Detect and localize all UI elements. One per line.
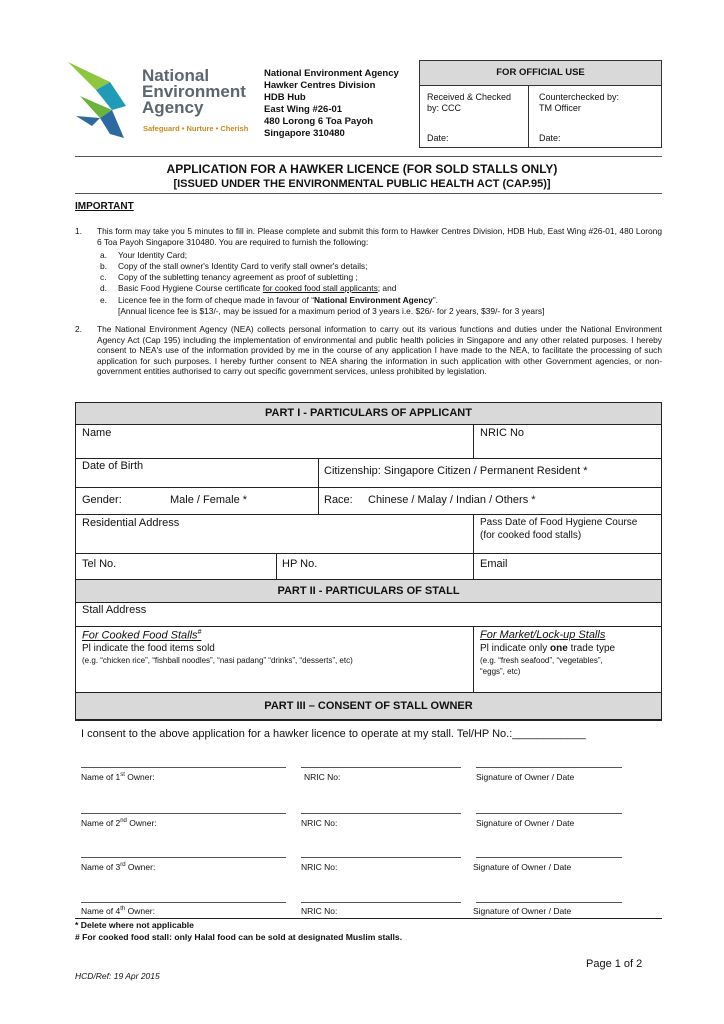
stall-address-field[interactable]: Stall Address [82,604,147,616]
part1-heading: PART I - PARTICULARS OF APPLICANT [76,403,661,424]
title-rule-bottom [75,193,662,194]
item-number: 1. [75,226,82,236]
owner-name-line[interactable] [81,902,286,903]
list-item-d-pre: Basic Food Hygiene Course certificate [118,283,263,293]
list-key: e. [100,295,107,305]
logo-line-2: Environment [142,82,246,101]
owner-3-name-label [81,862,155,872]
owner-signature-line[interactable] [476,813,622,814]
footnote-halal: # For cooked food stall: only Halal food can be sold at designated Muslim stalls. [75,932,403,942]
cooked-food-example: (e.g. “chicken rice”, “fishball noodles”, “nasi padang” “drinks”, “desserts”, etc) [82,656,353,665]
nric-field[interactable]: NRIC No [480,427,525,439]
race-label: Race: [324,494,353,506]
owner-nric-line[interactable] [301,813,461,814]
application-table [75,402,662,720]
part3-bottom-rule [75,918,662,919]
owner-label-sup: st [120,772,125,779]
footnote-delete: * Delete where not applicable [75,920,194,930]
owner-nric-line[interactable] [301,857,461,858]
owner-label-post: Owner: [126,818,157,828]
list-key: c. [100,272,107,282]
owner-nric-line[interactable] [301,767,461,768]
gender-options[interactable]: Male / Female * [170,494,248,506]
address-line: Singapore 310480 [264,128,345,139]
owner-name-line[interactable] [81,813,286,814]
market-stall-title: For Market/Lock-up Stalls [480,629,606,641]
owner-label-post: Owner: [124,772,155,782]
agency-address [264,68,399,140]
owner-4-signature-label: Signature of Owner / Date [473,906,572,916]
residential-address-field[interactable]: Residential Address [82,517,180,529]
owner-label-sup: th [120,906,126,913]
list-item-a: Your Identity Card; [118,250,188,260]
address-line: National Environment Agency [264,68,399,79]
logo-tagline: Safeguard • Nurture • Cherish [143,124,249,133]
important-heading: IMPORTANT [75,201,134,212]
owner-label-pre: Name of 1 [81,772,121,782]
race-options[interactable]: Chinese / Malay / Indian / Others * [368,494,536,506]
list-item-d-post: ; and [377,283,397,293]
counter-line-1: Counterchecked by: [539,92,620,102]
counterchecked-cell [529,86,662,148]
nea-emblem-icon [66,60,138,140]
market-stall-example-2: “eggs”, etc) [480,667,521,676]
page-number: Page 1 of 2 [586,958,643,970]
cooked-food-mark: # [197,629,202,636]
owner-1-nric-label: NRIC No: [304,772,341,782]
owner-1-name-label [81,772,155,782]
list-item-e-pre: Licence fee in the form of cheque made in favour of “ [118,295,314,305]
list-item-e-bold: National Environment Agency [314,295,433,305]
part3-rule [75,720,662,721]
important-item-2: The National Environment Agency (NEA) collects personal information to carry out its various functions and duties under the National Environment Agency Act (Cap 195) including the implementation of environmental and public health policies in Singapore and any other related purposes. I hereby consent to NEA's use of the information provided by me in the course of any application I have made to the NEA, to facilitate the processing of such application for such purposes. I hereby further consent to NEA sharing the information in such application with other Government agencies, or non-government entities authorised to carry out specific government services, unless prohibited by legislation. [97,324,662,377]
list-item-e [118,295,438,306]
owner-signature-line[interactable] [476,857,622,858]
list-item-d [118,283,396,294]
market-instr-bold: one [550,643,568,654]
owner-label-pre: Name of 4 [81,906,121,916]
owner-name-line[interactable] [81,767,286,768]
list-item-e-post: ”. [432,295,438,305]
owner-signature-line[interactable] [476,902,622,903]
logo-line-3: Agency [142,98,204,117]
dob-field[interactable]: Date of Birth [82,460,144,472]
consent-statement: I consent to the above application for a hawker licence to operate at my stall. Tel/HP No.:____________ [81,728,586,740]
owner-2-name-label [81,818,157,828]
received-checked-cell [420,86,529,148]
email-field[interactable]: Email [480,558,508,570]
owner-4-name-label [81,906,155,916]
address-line: 480 Lorong 6 Toa Payoh [264,116,374,127]
nea-logo [66,60,251,142]
address-line: HDB Hub [264,92,306,103]
owner-signature-line[interactable] [476,767,622,768]
market-instr-post: trade type [567,643,616,654]
list-key: b. [100,261,107,271]
received-date-label: Date: [427,133,449,143]
list-item-d-underlined: for cooked food stall applicants [262,283,378,293]
owner-label-post: Owner: [125,862,156,872]
title-rule-top [75,156,662,157]
cooked-food-title-text: For Cooked Food Stalls [82,629,198,642]
part3-heading: PART III – CONSENT OF STALL OWNER [76,693,661,719]
address-line: Hawker Centres Division [264,80,376,91]
owner-2-nric-label: NRIC No: [301,818,338,828]
list-item-e-note: [Annual licence fee is $13/-, may be issued for a maximum period of 3 years i.e. $26/- for 2 years, $39/- for 3 years] [118,306,545,316]
list-item-b: Copy of the stall owner's Identity Card to verify stall owner's details; [118,261,368,271]
received-line-1: Received & Checked [427,92,512,102]
hygiene-line-1: Pass Date of Food Hygiene Course [480,517,638,528]
official-use-title: FOR OFFICIAL USE [420,61,661,86]
cooked-food-instruction: Pl indicate the food items sold [82,643,215,654]
owner-3-signature-label: Signature of Owner / Date [473,862,572,872]
hygiene-pass-date-field[interactable] [480,516,637,542]
owner-label-sup: nd [120,818,127,825]
form-subtitle: [ISSUED UNDER THE ENVIRONMENTAL PUBLIC HEALTH ACT (CAP.95)] [173,178,551,190]
name-field[interactable]: Name [82,427,112,439]
market-stall-example-1: (e.g. “fresh seafood”, “vegetables”, [480,656,603,665]
received-line-2: by: CCC [427,103,462,113]
hygiene-line-2: (for cooked food stalls) [480,530,582,541]
owner-1-signature-label: Signature of Owner / Date [476,772,575,782]
logo-line-1: National [142,66,210,85]
citizenship-field[interactable]: Citizenship: Singapore Citizen / Permanent Resident * [324,465,588,477]
cooked-food-title [82,629,201,642]
address-line: East Wing #26-01 [264,104,343,115]
gender-label: Gender: [82,494,122,506]
counter-line-2: TM Officer [539,103,581,113]
owner-name-line[interactable] [81,857,286,858]
market-instr-pre: Pl indicate only [480,643,551,654]
owner-label-post: Owner: [125,906,155,916]
market-stall-instruction [480,643,615,654]
official-use-box [419,60,662,148]
tel-field[interactable]: Tel No. [82,558,117,570]
form-title: APPLICATION FOR A HAWKER LICENCE (FOR SOLD STALLS ONLY) [166,162,558,176]
item-number: 2. [75,324,82,334]
owner-label-sup: rd [120,862,126,869]
form-reference: HCD/Ref: 19 Apr 2015 [75,971,160,981]
list-key: a. [100,250,107,260]
counter-date-label: Date: [539,133,561,143]
hp-field[interactable]: HP No. [282,558,318,570]
owner-nric-line[interactable] [301,902,461,903]
list-item-c: Copy of the subletting tenancy agreement as proof of subletting ; [118,272,358,282]
owner-label-pre: Name of 3 [81,862,121,872]
part2-heading: PART II - PARTICULARS OF STALL [76,580,661,602]
owner-3-nric-label: NRIC No: [301,862,338,872]
owner-label-pre: Name of 2 [81,818,121,828]
important-item-1: This form may take you 5 minutes to fill in. Please complete and submit this form to Hawker Centres Division, HDB Hub, East Wing #26-01, 480 Lorong 6 Toa Payoh Singapore 310480. You are required to furnish the following: [97,226,662,247]
owner-2-signature-label: Signature of Owner / Date [476,818,575,828]
list-key: d. [100,283,107,293]
owner-4-nric-label: NRIC No: [301,906,338,916]
